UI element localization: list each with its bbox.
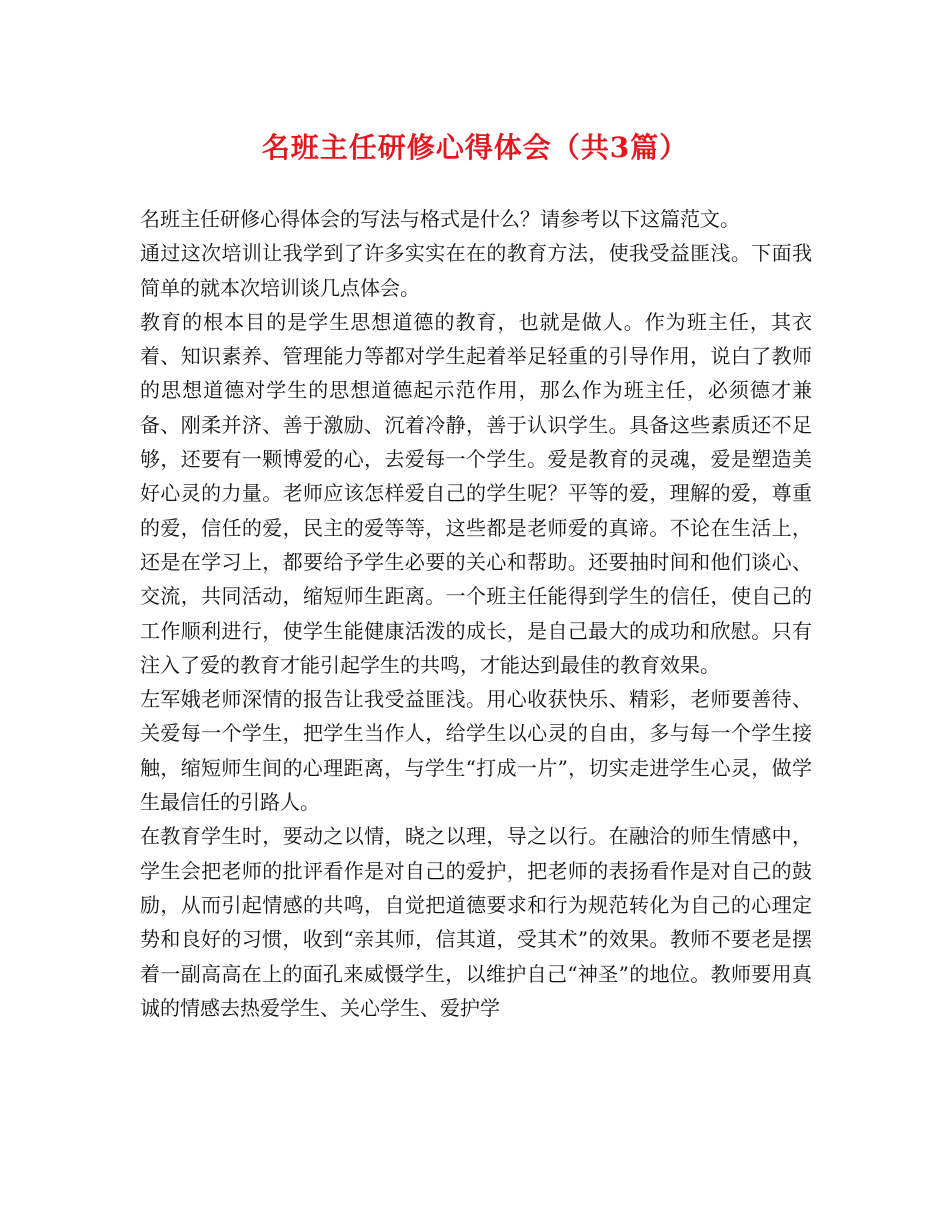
document-title: 名班主任研修心得体会（共3篇） [261,131,689,164]
paragraph-moral-education: 教育的根本目的是学生思想道德的教育，也就是做人。作为班主任，其衣着、知识素养、管理能力等都对学生起着举足轻重的引导作用，说白了教师的思想道德对学生的思想道德起示范作用，那么作为班主任，必须德才兼备、刚柔并济、善于激励、沉着冷静，善于认识学生。具备这些素质还不足够，还要有一颗博爱的心，去爱每一个学生。爱是教育的灵魂，爱是塑造美好心灵的力量。老师应该怎样爱自己的学生呢？平等的爱，理解的爱，尊重的爱，信任的爱，民主的爱等等，这些都是老师爱的真谛。不论在生活上，还是在学习上，都要给予学生必要的关心和帮助。还要抽时间和他们谈心、交流，共同活动，缩短师生距离。一个班主任能得到学生的信任，使自己的工作顺利进行，使学生能健康活泼的成长，是自己最大的成功和欣慰。只有注入了爱的教育才能引起学生的共鸣，才能达到最佳的教育效果。 [140,309,812,677]
paragraph-emotion: 在教育学生时，要动之以情，晓之以理，导之以行。在融洽的师生情感中，学生会把老师的批评看作是对自己的爱护，把老师的表扬看作是对自己的鼓励，从而引起情感的共鸣，自觉把道德要求和行为规范转化为自己的心理定势和良好的习惯，收到“亲其师，信其道，受其术”的效果。教师不要老是摆着一副高高在上的面孔来威慑学生，以维护自己“神圣”的地位。教师要用真诚的情感去热爱学生、关心学生、爱护学 [140,824,812,1020]
document-body [140,202,812,1025]
paragraph-intro: 名班主任研修心得体会的写法与格式是什么？请参考以下这篇范文。 [140,207,740,231]
paragraph-report: 左军娥老师深情的报告让我受益匪浅。用心收获快乐、精彩，老师要善待、关爱每一个学生，把学生当作人，给学生以心灵的自由，多与每一个学生接触，缩短师生间的心理距离，与学生“打成一片”，切实走进学生心灵，做学生最信任的引路人。 [140,687,812,815]
paragraph-training: 通过这次培训让我学到了许多实实在在的教育方法，使我受益匪浅。下面我简单的就本次培训谈几点体会。 [140,241,812,300]
